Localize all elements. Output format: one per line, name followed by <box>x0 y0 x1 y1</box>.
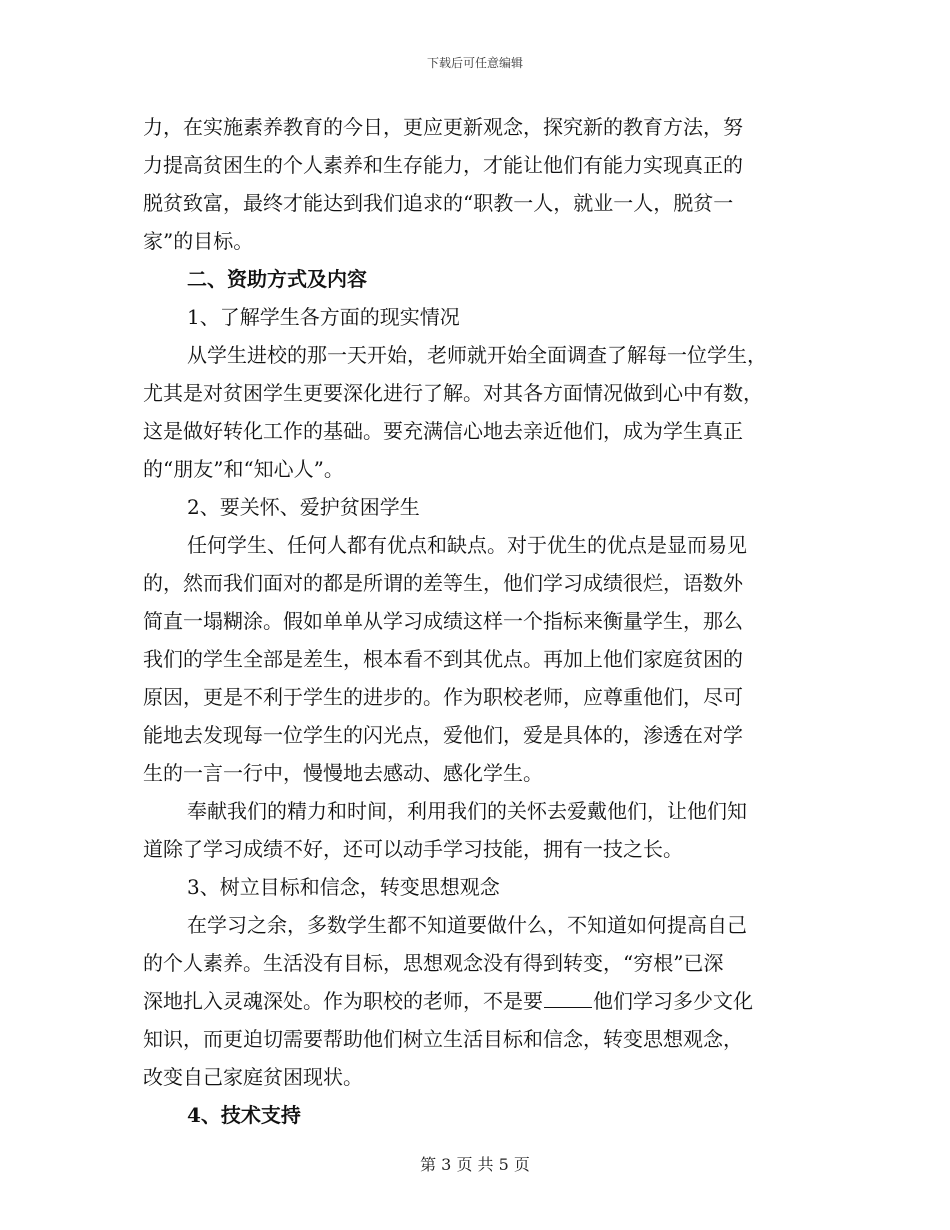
line-text-before-blank: 深地扎入灵魂深处。作为职校的老师，不是要 <box>143 989 543 1013</box>
paragraph-line: 道除了学习成绩不好，还可以动手学习技能，拥有一技之长。 <box>143 837 683 861</box>
subsection-heading: 1、了解学生各方面的现实情况 <box>187 305 460 329</box>
paragraph-line: 从学生进校的那一天开始，老师就开始全面调查了解每一位学生， <box>187 343 767 367</box>
subsection-heading: 3、树立目标和信念，转变思想观念 <box>187 875 500 899</box>
document-body <box>143 108 803 1134</box>
paragraph-line: 家”的目标。 <box>143 229 254 253</box>
paragraph-line: 的，然而我们面对的都是所谓的差等生，他们学习成绩很烂，语数外 <box>143 571 743 595</box>
paragraph-line: 尤其是对贫困学生更要深化进行了解。对其各方面情况做到心中有数， <box>143 381 763 405</box>
fill-in-blank <box>544 989 592 1008</box>
paragraph-line: 原因，更是不利于学生的进步的。作为职校老师，应尊重他们，尽可 <box>143 685 743 709</box>
paragraph-line: 力，在实施素养教育的今日，更应更新观念，探究新的教育方法，努 <box>143 115 743 139</box>
paragraph-line: 我们的学生全部是差生，根本看不到其优点。再加上他们家庭贫困的 <box>143 647 743 671</box>
paragraph-line: 奉献我们的精力和时间，利用我们的关怀去爱戴他们，让他们知 <box>187 799 747 823</box>
paragraph-line: 生的一言一行中，慢慢地去感动、感化学生。 <box>143 761 543 785</box>
section-heading: 二、资助方式及内容 <box>187 267 367 291</box>
paragraph-line: 知识，而更迫切需要帮助他们树立生活目标和信念，转变思想观念， <box>143 1027 743 1051</box>
paragraph-line <box>143 982 803 1020</box>
header-note: 下载后可任意编辑 <box>426 56 523 70</box>
line-text-after-blank: 他们学习多少文化 <box>593 989 753 1013</box>
paragraph-line: 能地去发现每一位学生的闪光点，爱他们，爱是具体的，渗透在对学 <box>143 723 743 747</box>
paragraph-line: 在学习之余，多数学生都不知道要做什么，不知道如何提高自己 <box>187 913 747 937</box>
page-footer: 第 3 页 共 5 页 <box>420 1155 530 1174</box>
subsection-heading: 2、要关怀、爱护贫困学生 <box>187 495 420 519</box>
paragraph-line: 简直一塌糊涂。假如单单从学习成绩这样一个指标来衡量学生，那么 <box>143 609 743 633</box>
paragraph-line: 的“朋友”和“知心人”。 <box>143 457 344 481</box>
paragraph-line: 的个人素养。生活没有目标，思想观念没有得到转变，“穷根”已深 <box>143 951 724 975</box>
subsection-heading: 4、技术支持 <box>187 1103 301 1127</box>
paragraph-line: 这是做好转化工作的基础。要充满信心地去亲近他们，成为学生真正 <box>143 419 743 443</box>
paragraph-line: 改变自己家庭贫困现状。 <box>143 1065 363 1089</box>
paragraph-line: 力提高贫困生的个人素养和生存能力，才能让他们有能力实现真正的 <box>143 153 743 177</box>
paragraph-line: 脱贫致富，最终才能达到我们追求的“职教一人，就业一人，脱贫一 <box>143 191 734 215</box>
paragraph-line: 任何学生、任何人都有优点和缺点。对于优生的优点是显而易见 <box>187 533 747 557</box>
